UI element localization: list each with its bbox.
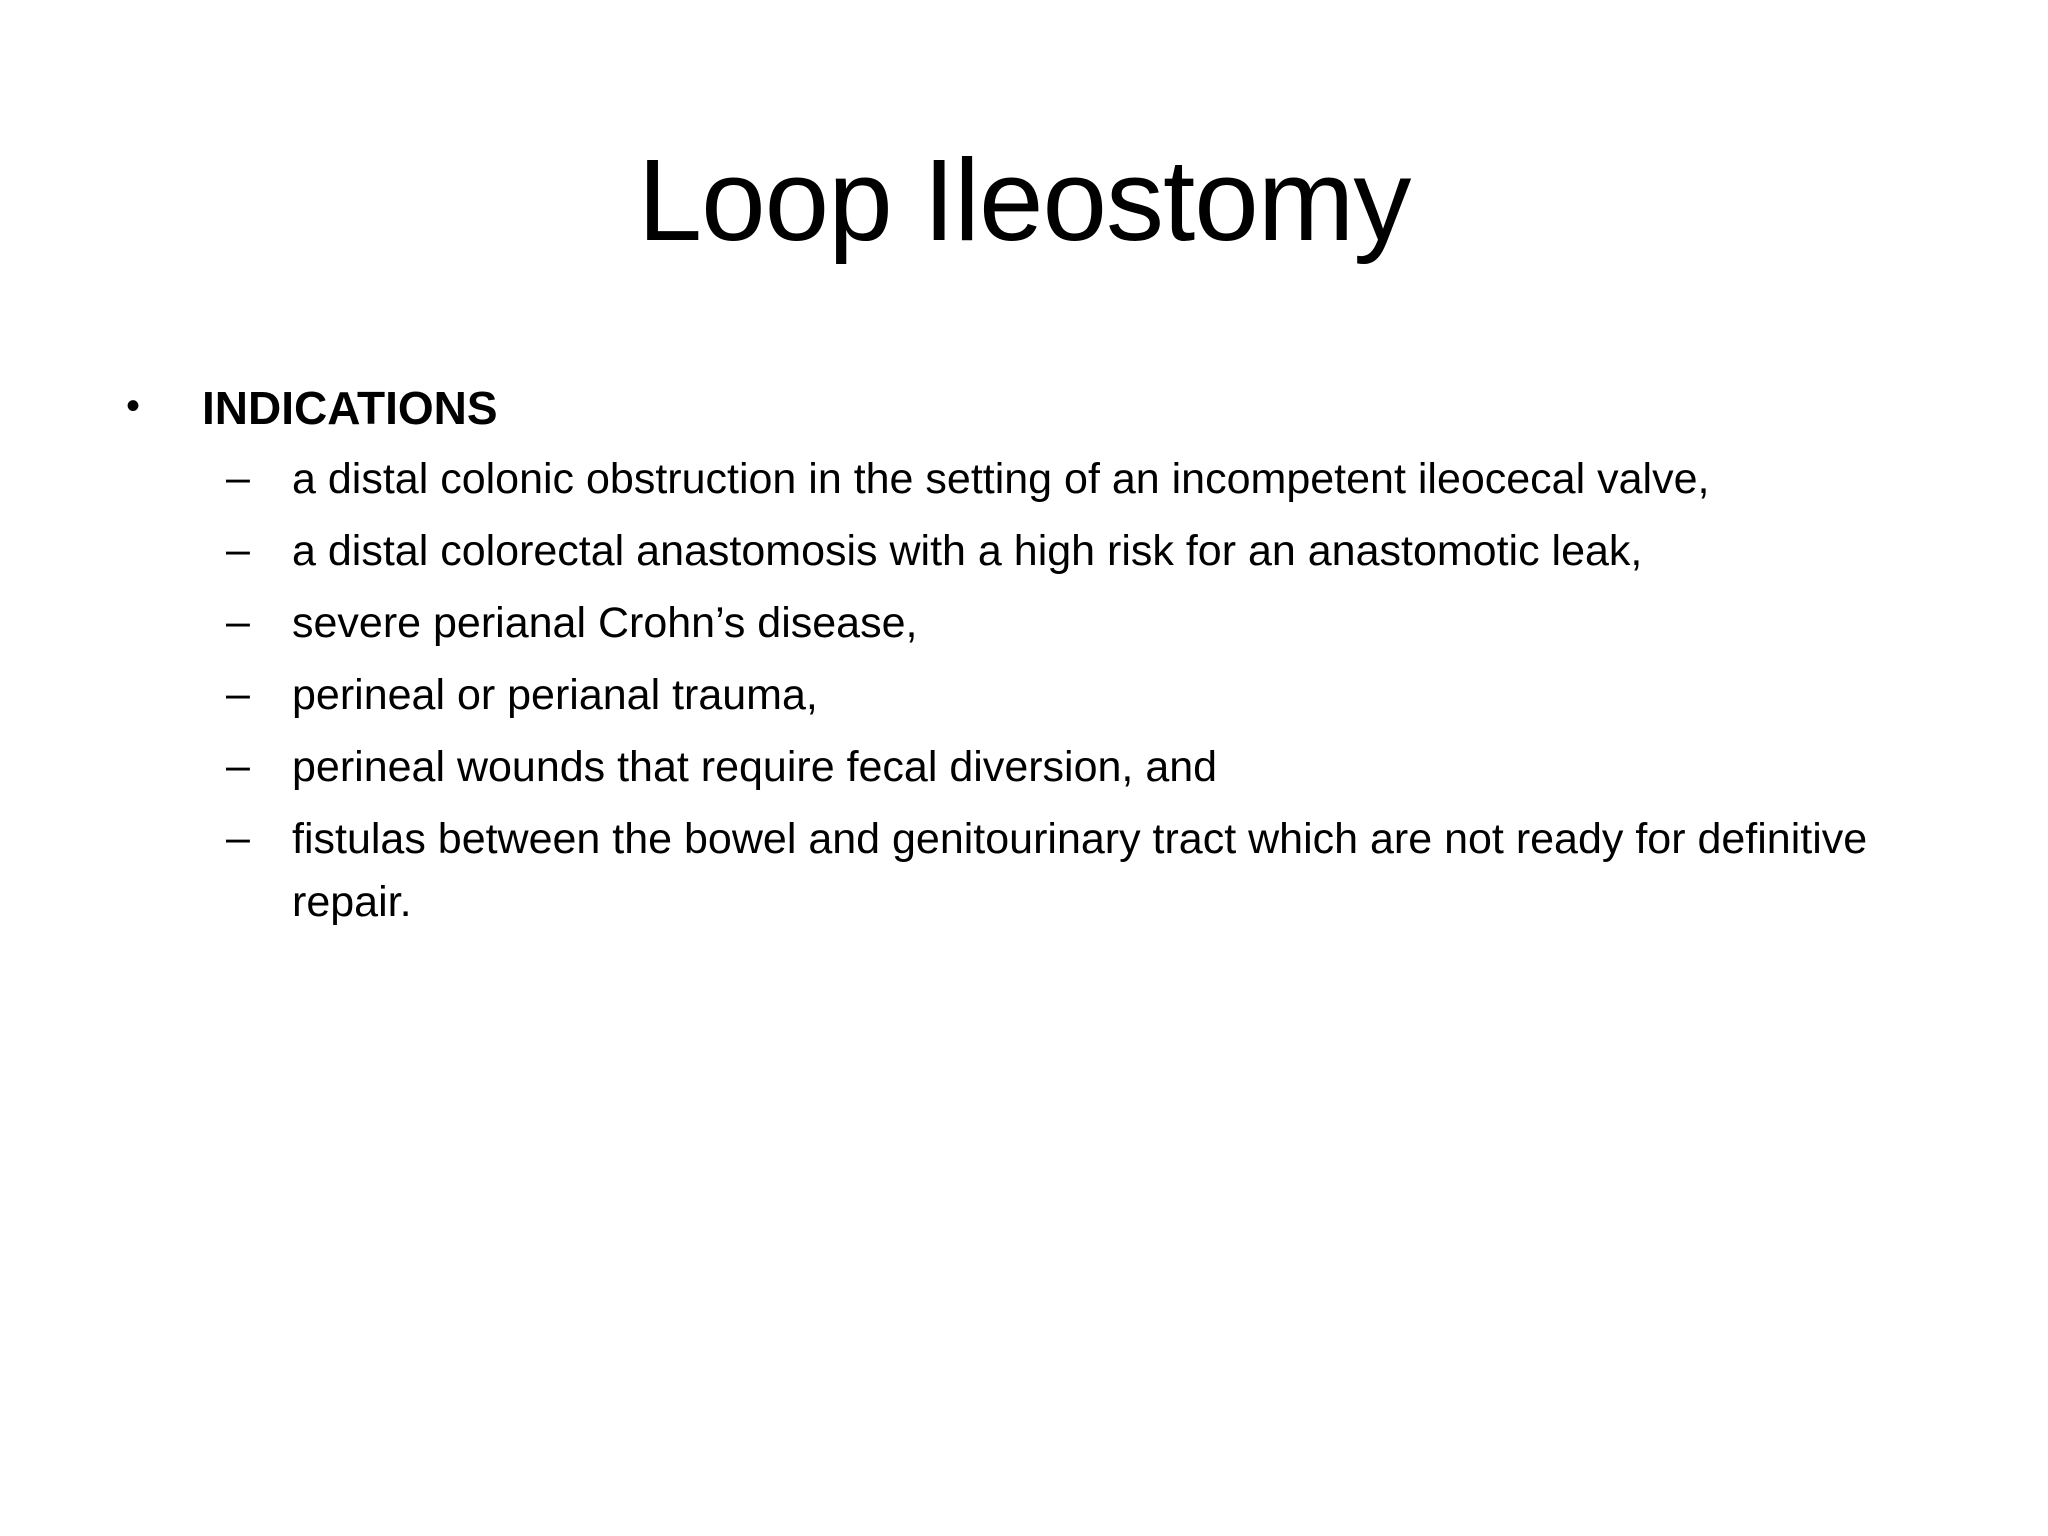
list-item [120, 448, 1900, 511]
indications-bullet-item [120, 378, 1900, 438]
list-item-text: severe perianal Crohn’s disease, [292, 599, 918, 647]
list-item [120, 664, 1900, 727]
list-item-text: a distal colonic obstruction in the setting of an incompetent ileocecal valve, [292, 455, 1710, 503]
dash-icon: – [226, 526, 250, 574]
dash-icon: – [226, 742, 250, 790]
dash-icon: – [226, 598, 250, 646]
list-item [120, 592, 1900, 655]
list-item-text: a distal colorectal anastomosis with a high risk for an anastomotic leak, [292, 527, 1643, 575]
list-item-text: perineal or perianal trauma, [292, 671, 818, 719]
indications-list [120, 448, 1900, 934]
indications-heading: INDICATIONS [202, 382, 498, 434]
dash-icon: – [226, 814, 250, 862]
list-item [120, 736, 1900, 799]
dash-icon: – [226, 670, 250, 718]
slide-title: Loop Ileostomy [637, 135, 1411, 265]
list-item-text: perineal wounds that require fecal diversion, and [292, 743, 1218, 791]
list-item [120, 520, 1900, 583]
slide-content [120, 378, 1900, 943]
dash-icon: – [226, 454, 250, 502]
list-item-text: fistulas between the bowel and genitourinary tract which are not ready for definitive repair. [292, 815, 1868, 926]
bullet-icon: • [126, 384, 141, 428]
list-item [120, 808, 1900, 934]
